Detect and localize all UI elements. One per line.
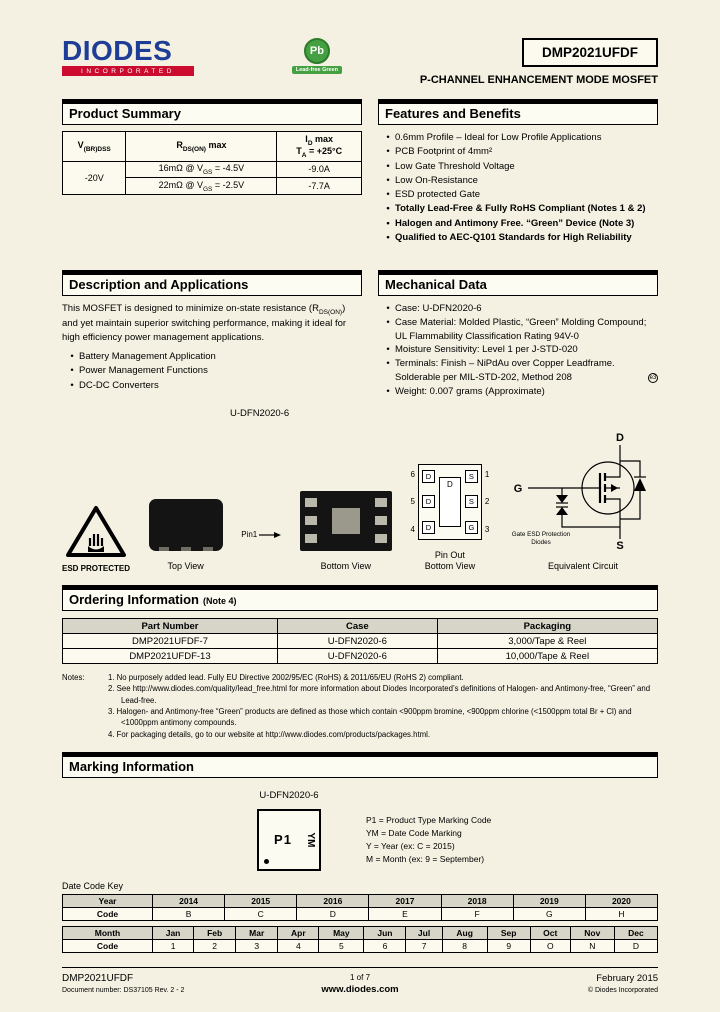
list-item: • Battery Management Application — [65, 350, 362, 364]
pin-number: 6 — [410, 469, 415, 479]
pin1-label: Pin1 — [241, 530, 258, 540]
product-summary-section — [62, 99, 362, 195]
table-header-row: Month Jan Feb Mar Apr May Jun Jul Aug Sep Oct Nov Dec — [63, 926, 658, 939]
features-list — [378, 131, 658, 245]
part-number-cell: DMP2021UFDF-7 — [63, 634, 278, 649]
equivalent-circuit-caption: Equivalent Circuit — [547, 561, 618, 572]
list-item: • Case: U-DFN2020-6 — [381, 302, 658, 316]
case-cell: U-DFN2020-6 — [277, 649, 437, 664]
pin-pad: D — [422, 495, 435, 508]
logo-wordmark: DIODES — [62, 35, 173, 66]
pin-number: 3 — [484, 524, 490, 534]
esd-protected-figure — [62, 504, 130, 573]
applications-list — [62, 350, 362, 393]
esd-caption: ESD PROTECTED — [62, 564, 131, 574]
marking-chip — [257, 809, 321, 871]
diodes-logo — [62, 35, 194, 76]
footer-part-number: DMP2021UFDF — [62, 972, 134, 984]
column-header: Part Number — [63, 619, 278, 634]
idmax-value: -9.0A — [277, 161, 362, 178]
date-code-section — [62, 881, 658, 953]
feature-item: • Totally Lead-Free & Fully RoHS Compliant (Notes 1 & 2) — [381, 202, 658, 216]
feature-item: • Low Gate Threshold Voltage — [381, 160, 658, 174]
ordering-title: Ordering Information (Note 4) — [62, 585, 658, 611]
footer-website-link[interactable]: www.diodes.com — [321, 983, 399, 995]
description-title: Description and Applications — [62, 270, 362, 296]
column-header: Packaging — [437, 619, 657, 634]
equivalent-circuit-figure — [508, 431, 658, 573]
rdson-value: 16mΩ @ $V_{GS} = -4.5V$ — [126, 161, 277, 178]
gate-label: G — [513, 483, 523, 496]
vbrdss-header: $V_{(BR)DSS}$ — [63, 132, 126, 162]
product-summary-title: Product Summary — [62, 99, 362, 125]
bottom-view-figure — [300, 491, 392, 573]
table-header-row — [63, 132, 362, 162]
left-pin-numbers — [410, 464, 414, 540]
features-title: Features and Benefits — [378, 99, 658, 125]
pin1-indicator — [241, 530, 281, 539]
pin-number: 1 — [484, 469, 490, 479]
mechanical-data-section — [378, 270, 658, 398]
feature-item: • 0.6mm Profile – Ideal for Low Profile Applications — [381, 131, 658, 145]
vbrdss-value: -20V — [63, 161, 126, 195]
pin-number: 4 — [410, 524, 415, 534]
document-subtitle: P-CHANNEL ENHANCEMENT MODE MOSFET — [419, 74, 658, 86]
note-item: 3. Halogen- and Antimony-free “Green” products are defined as those which contain <900ppm bromine, <900ppm chlorine (<1500ppm total Br + Cl) and <1000ppm antimony compounds. — [108, 706, 632, 728]
lead-free-logo — [292, 38, 342, 74]
table-row — [63, 634, 658, 649]
description-section — [62, 270, 362, 393]
note-item: 4. For packaging details, go to our website at http://www.diodes.com/products/packages.html. — [108, 729, 431, 739]
pin1-arrow-icon — [259, 531, 281, 539]
rdson-value: 22mΩ @ $V_{GS} = -2.5V$ — [126, 178, 277, 195]
year-code-table — [62, 894, 658, 921]
features-section — [378, 99, 658, 245]
ordering-table — [62, 618, 658, 664]
marking-package-label: U-DFN2020-6 — [259, 789, 319, 801]
pin1-dot — [264, 859, 269, 864]
feature-item: • Halogen and Antimony Free. “Green” Device (Note 3) — [381, 217, 658, 231]
marking-section — [62, 752, 658, 871]
esd-diodes-label: Diodes — [531, 539, 551, 547]
legend-line: M = Month (ex: 9 = September) — [366, 854, 485, 865]
source-label: S — [616, 540, 624, 552]
packaging-cell: 10,000/Tape & Reel — [437, 649, 657, 664]
package-type-label: U-DFN2020-6 — [230, 408, 290, 420]
list-item: • Moisture Sensitivity: Level 1 per J-STD-020 — [381, 343, 658, 357]
drain-label: D — [616, 432, 624, 445]
package-top-view — [149, 499, 223, 551]
case-cell: U-DFN2020-6 — [277, 634, 437, 649]
legend-line: P1 = Product Type Marking Code — [366, 814, 492, 825]
table-row: Code B C D E F G H — [63, 907, 658, 920]
marking-title: Marking Information — [62, 752, 658, 778]
note-item: 1. No purposely added lead. Fully EU Directive 2002/95/EC (RoHS) & 2011/65/EU (RoHS 2) compliant. — [108, 673, 464, 683]
date-code-heading: Date Code Key — [62, 880, 124, 891]
column-header: Case — [277, 619, 437, 634]
packaging-cell: 3,000/Tape & Reel — [437, 634, 657, 649]
esd-diodes-label: Gate ESD Protection — [511, 531, 571, 539]
pin-pad: D — [422, 521, 435, 534]
month-code-table — [62, 926, 658, 953]
table-row — [63, 649, 658, 664]
list-item: • Power Management Functions — [65, 364, 362, 378]
pinout-diagram — [410, 464, 489, 540]
idmax-header: $I_D$ max $T_A = +25^\circ C$ — [277, 132, 362, 162]
pinout-figure — [410, 464, 489, 573]
legend-line: Y = Year (ex: C = 2015) — [366, 841, 455, 852]
part-number-cell: DMP2021UFDF-13 — [63, 649, 278, 664]
legend-line: YM = Date Code Marking — [366, 828, 462, 838]
pin-pad: D — [422, 470, 435, 483]
feature-item: • ESD protected Gate — [381, 188, 658, 202]
table-header-row: Year 2014 2015 2016 2017 2018 2019 2020 — [63, 894, 658, 907]
right-pin-numbers — [485, 464, 489, 540]
marking-chip-block — [257, 790, 321, 871]
feature-item: • PCB Footprint of 4mm² — [381, 145, 658, 159]
list-item: • Terminals: Finish – NiPdAu over Copper Leadframe. Solderable per MIL-STD-202, Method 208 e3 — [381, 357, 658, 385]
notes-block — [62, 672, 658, 740]
table-row — [63, 161, 362, 178]
list-item: • Case Material: Molded Plastic, “Green” Molding Compound; UL Flammability Classification Rating 94V-0 — [381, 316, 658, 344]
logo-incorporated-bar: INCORPORATED — [62, 66, 194, 76]
center-pad: D — [439, 477, 461, 527]
pin-number: 2 — [484, 497, 490, 507]
footer-doc-number: Document number: DS37105 Rev. 2 - 2 — [62, 986, 185, 994]
top-view-figure — [149, 499, 223, 573]
idmax-value: -7.7A — [277, 178, 362, 195]
pin-pad: S — [465, 495, 478, 508]
lead-free-caption: Lead-free Green — [292, 66, 342, 74]
package-figures — [62, 408, 658, 573]
ordering-section — [62, 585, 658, 740]
pb-free-icon: Pb — [304, 38, 330, 64]
bottom-view-caption: Bottom View — [320, 561, 372, 572]
description-paragraph: This MOSFET is designed to minimize on-state resistance $(R_{DS(ON)})$ and yet maintain superior switching performance, making it ideal for high efficiency power management applications. — [62, 303, 347, 343]
table-header-row — [63, 619, 658, 634]
product-summary-table — [62, 131, 362, 195]
top-view-caption: Top View — [167, 561, 204, 572]
package-bottom-view — [300, 491, 392, 551]
table-row: Code 1 2 3 4 5 6 7 8 9 O N D — [63, 939, 658, 952]
ordering-note-ref: (Note 4) — [203, 596, 237, 607]
feature-item: • Qualified to AEC-Q101 Standards for High Reliability — [381, 231, 658, 245]
marking-date-code: YM — [305, 832, 316, 848]
notes-label: Notes: — [62, 673, 85, 683]
equivalent-circuit-svg — [508, 431, 658, 551]
footer-page-number: 1 of 7 — [350, 972, 371, 982]
footer-date: February 2015 — [596, 972, 659, 984]
pinout-caption: Pin Out Bottom View — [424, 549, 476, 572]
pin-pad: S — [465, 470, 478, 483]
footer-copyright: © Diodes Incorporated — [587, 986, 659, 994]
note-item: 2. See http://www.diodes.com/quality/lead_free.html for more information about Diodes Incorporated’s definitions of Halogen- and Antimony-free, “Green” and Lead-free. — [108, 684, 651, 705]
mechanical-list — [378, 302, 658, 398]
mechanical-data-title: Mechanical Data — [378, 270, 658, 296]
marking-code: P1 — [274, 832, 292, 848]
page-footer — [62, 967, 658, 995]
list-item: • Weight: 0.007 grams (Approximate) — [381, 385, 658, 399]
list-item: • DC-DC Converters — [65, 379, 362, 393]
esd-protected-icon — [64, 504, 128, 560]
page-header — [62, 35, 658, 86]
feature-item: • Low On-Resistance — [381, 174, 658, 188]
part-number-box: DMP2021UFDF — [522, 38, 658, 67]
marking-legend — [366, 814, 491, 871]
pin-number: 5 — [410, 497, 415, 507]
header-right — [420, 38, 658, 86]
rdson-header: $R_{DS(ON)}$ max — [126, 132, 277, 162]
e3-badge: e3 — [649, 374, 657, 381]
pin-pad: G — [465, 521, 478, 534]
